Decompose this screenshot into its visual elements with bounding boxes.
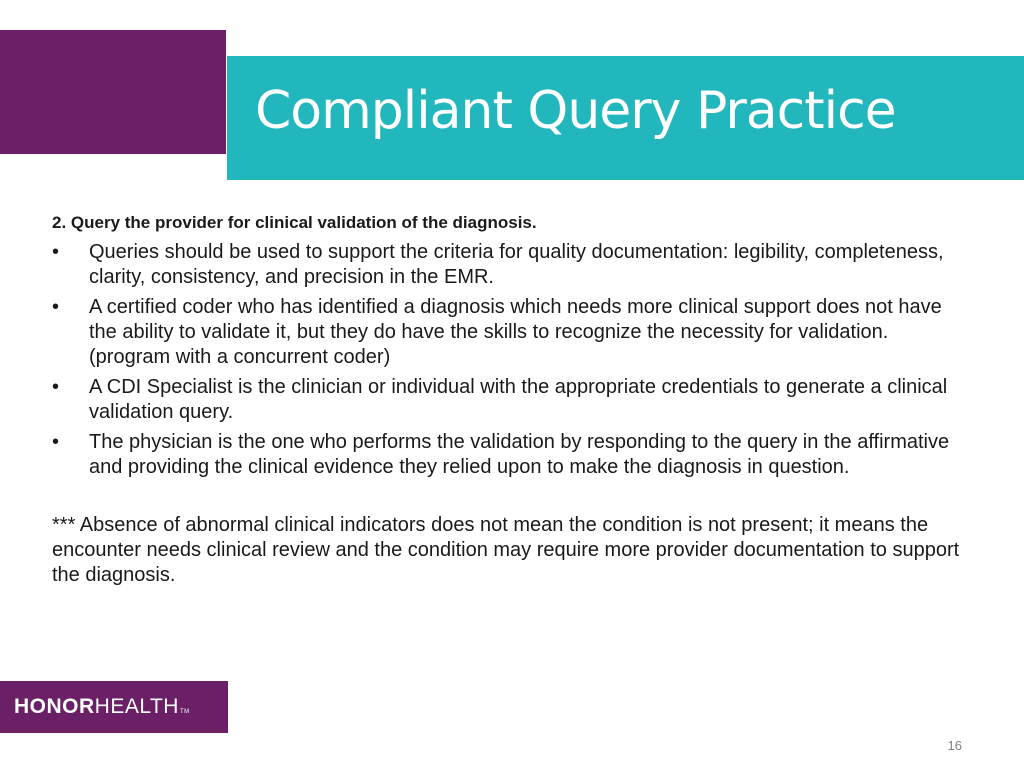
bullet-dot-icon: • [52, 376, 60, 398]
lead-statement: 2. Query the provider for clinical validation of the diagnosis. [52, 213, 537, 232]
bullet-item: • Queries should be used to support the criteria for quality documentation: legibility, completeness, clarity, consistency, and precision in the EMR. [52, 241, 944, 288]
bullet-item: • A certified coder who has identified a diagnosis which needs more clinical support does not have the ability to validate it, but they do have the skills to recognize the necessity for validation. (program with a concurrent coder) [52, 296, 942, 368]
bullet-dot-icon: • [52, 431, 60, 453]
bullet-item: • A CDI Specialist is the clinician or individual with the appropriate credentials to generate a clinical validation query. [52, 376, 948, 423]
page-number: 16 [947, 738, 962, 753]
bullet-item: • The physician is the one who performs the validation by responding to the query in the affirmative and providing the clinical evidence they relied upon to make the diagnosis in question. [52, 431, 950, 478]
bullet-dot-icon: • [52, 296, 60, 318]
honorhealth-logo [0, 681, 228, 733]
slide-title: Compliant Query Practice [255, 81, 896, 141]
footnote: *** Absence of abnormal clinical indicators does not mean the condition is not present; it means the encounter needs clinical review and the condition may require more provider documentation to support the diagnosis. [52, 514, 960, 586]
logo-text-bold: HONOR [14, 695, 95, 718]
logo-trademark: TM [179, 709, 190, 715]
slide-body [52, 211, 962, 588]
bullet-dot-icon: • [52, 241, 60, 263]
logo-text-regular: HEALTH [94, 695, 179, 718]
title-band [227, 56, 1024, 180]
bullet-list [52, 240, 962, 480]
purple-accent-block [0, 30, 226, 154]
